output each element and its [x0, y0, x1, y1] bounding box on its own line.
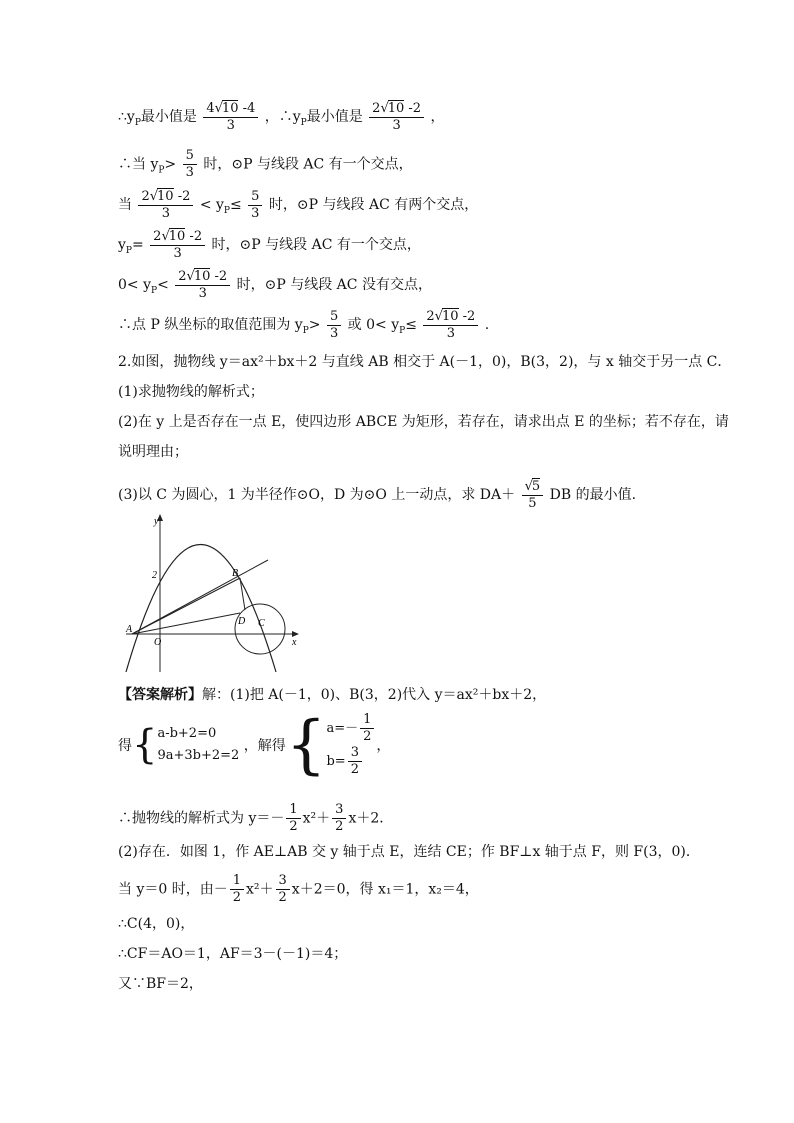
question-2-cont: 说明理由； — [118, 444, 188, 460]
fraction: $\frac{2√10 -2}{3}$ — [138, 188, 193, 222]
label-y: y — [154, 516, 159, 527]
answer-line-5 — [118, 873, 479, 906]
text: x²＋ — [246, 881, 274, 898]
solution-system: a=－ $\frac{1}{2}$ b= $\frac{3}{2}$ — [326, 712, 376, 778]
fraction: $\frac{2√10 -2}{3}$ — [369, 100, 424, 134]
subscript: P — [300, 117, 307, 128]
subscript: P — [158, 165, 165, 176]
subscript: P — [151, 285, 158, 296]
fraction: $\frac{2√10 -2}{3}$ — [175, 268, 230, 302]
question-3 — [118, 478, 636, 512]
text: 时，⊙P 与线段 AC 没有交点， — [236, 277, 432, 293]
answer-line-3 — [118, 802, 393, 835]
label-a: A — [126, 624, 133, 635]
answer-line-8: 又∵BF＝2， — [118, 976, 203, 992]
line-5 — [118, 268, 432, 302]
label-b: B — [232, 568, 239, 579]
question-1: (1)求抛物线的解析式； — [118, 384, 264, 400]
label-x: x — [292, 637, 297, 648]
subscript: P — [134, 117, 141, 128]
fraction: $\frac{5}{3}$ — [327, 309, 341, 342]
text: x＋2． — [348, 810, 394, 827]
text: 得 — [118, 738, 132, 754]
fraction: $\frac{5}{3}$ — [248, 189, 262, 222]
equation-system: a-b+2=0 9a+3b+2=2 — [157, 726, 240, 763]
circle-c — [235, 604, 285, 654]
text: ≤ — [405, 317, 417, 333]
text: 时，⊙P 与线段 AC 有一个交点， — [211, 237, 421, 253]
text: 最小值是 — [140, 109, 197, 125]
fraction: $\frac{3}{2}$ — [276, 873, 290, 906]
text: ∴点 P 纵坐标的取值范围为 y — [118, 317, 303, 333]
text: > — [164, 156, 177, 173]
text: < — [157, 277, 169, 293]
answer-line-6: ∴C(4，0)， — [118, 916, 195, 932]
line-6 — [118, 308, 489, 342]
problem-statement: 2.如图，抛物线 y＝ax²＋bx＋2 与直线 AB 相交于 A(－1，0)，B(3，2)，与 x 轴交于另一点 C． — [118, 354, 732, 370]
fraction: $\frac{1}{2}$ — [286, 802, 300, 835]
text: ， — [430, 109, 445, 125]
label-o: O — [154, 637, 162, 648]
text: 解：(1)把 A(－1，0)、B(3，2)代入 y＝ax²＋bx＋2， — [202, 687, 547, 703]
text: ，解得 — [243, 738, 286, 754]
brace: { — [132, 722, 158, 768]
text: 当 — [118, 197, 132, 213]
text: ∴抛物线的解析式为 y＝－ — [118, 810, 285, 827]
segment-bd — [240, 578, 245, 610]
text: = — [131, 237, 144, 253]
fraction: $\frac{2√10 -2}{3}$ — [150, 228, 205, 262]
text: ∴y — [118, 109, 135, 125]
text: ∴当 y — [118, 156, 159, 173]
text: x＋2＝0，得 x₁＝1，x₂＝4， — [291, 881, 479, 898]
text: y — [118, 237, 126, 253]
text: DB 的最小值. — [549, 487, 637, 503]
text: 或 0< y — [347, 317, 400, 333]
fraction: $\frac{4√10 -4}{3}$ — [203, 100, 258, 134]
line-1 — [118, 100, 445, 134]
label-2: 2 — [152, 570, 157, 581]
text: . — [484, 317, 490, 333]
text: ，∴y — [264, 109, 301, 125]
answer-line-4: (2)存在．如图 1，作 AE⊥AB 交 y 轴于点 E，连结 CE；作 BF⊥x 轴于点 F，则 F(3，0)． — [118, 844, 700, 860]
subscript: P — [302, 325, 309, 336]
text: x²＋ — [302, 810, 331, 827]
text: < y — [199, 197, 224, 213]
text: ， — [376, 738, 391, 754]
text: 最小值是 — [306, 109, 363, 125]
fraction: $\frac{3}{2}$ — [332, 802, 346, 835]
answer-line-1 — [118, 686, 546, 704]
text: (3)以 C 为圆心，1 为半径作⊙O，D 为⊙O 上一动点，求 DA＋ — [118, 487, 516, 503]
question-2: (2)在 y 上是否存在一点 E，使四边形 ABCE 为矩形，若存在，请求出点 E 的坐标；若不存在，请 — [118, 414, 729, 430]
line-2 — [118, 148, 413, 181]
brace: { — [285, 708, 327, 782]
subscript: P — [125, 245, 132, 256]
segment-ad — [132, 613, 240, 634]
subscript: P — [223, 205, 230, 216]
subscript: P — [399, 325, 406, 336]
line-4 — [118, 228, 421, 262]
fraction: $\frac{5}{3}$ — [183, 148, 197, 181]
text: > — [308, 317, 321, 333]
fraction: $\frac{1}{2}$ — [230, 873, 244, 906]
answer-line-7: ∴CF＝AO＝1，AF＝3－(－1)＝4； — [118, 946, 348, 962]
fraction: $\frac{√5}{5}$ — [522, 478, 544, 512]
text: 当 y＝0 时，由－ — [118, 881, 228, 898]
answer-system — [118, 708, 391, 782]
answer-heading: 【答案解析】 — [118, 687, 202, 703]
parabola-figure — [118, 512, 303, 677]
text: 时，⊙P 与线段 AC 有两个交点， — [268, 197, 479, 213]
line-3 — [118, 188, 478, 222]
text: ≤ — [229, 197, 242, 213]
label-c: C — [258, 618, 265, 629]
fraction: $\frac{2√10 -2}{3}$ — [423, 308, 478, 342]
text: 时，⊙P 与线段 AC 有一个交点， — [203, 156, 413, 173]
text: 0< y — [118, 277, 151, 293]
label-d: D — [238, 616, 246, 627]
